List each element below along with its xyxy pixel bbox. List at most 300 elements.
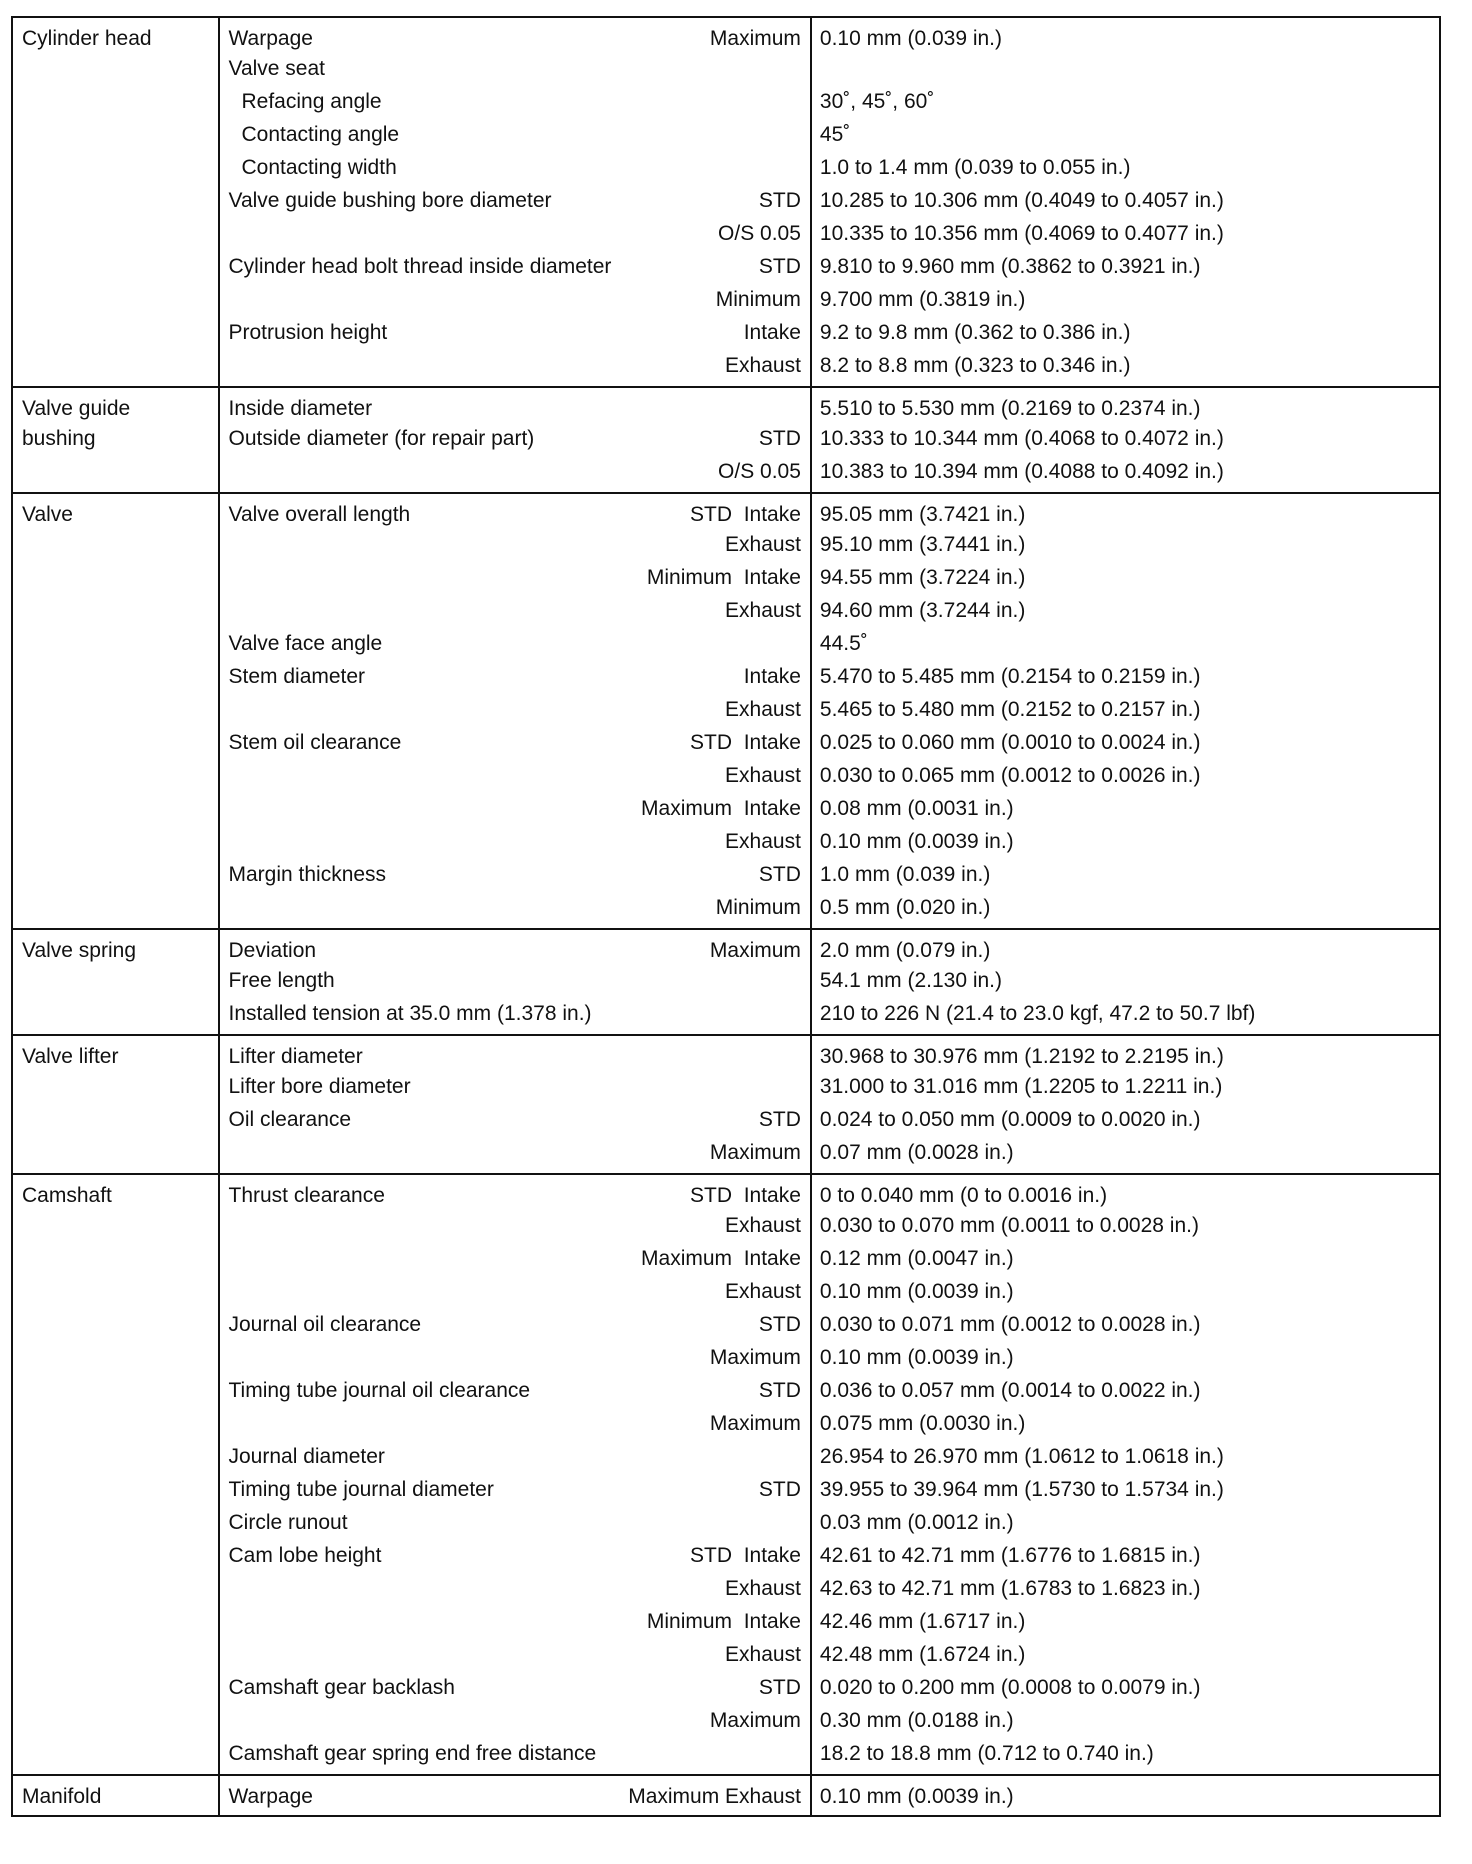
item-cell — [219, 90, 811, 123]
item-label: Installed tension at 35.0 mm (1.378 in.) — [228, 1002, 592, 1025]
item-cell — [219, 1379, 811, 1412]
item-qualifier: Maximum — [709, 1709, 801, 1732]
spec-value: 9.810 to 9.960 mm (0.3862 to 0.3921 in.) — [819, 255, 1201, 278]
table-row — [12, 1775, 1440, 1816]
item-qualifier: STD — [758, 427, 801, 450]
component-cell — [12, 1141, 219, 1174]
component-cell — [12, 533, 219, 566]
spec-value: 2.0 mm (0.079 in.) — [819, 939, 991, 962]
component-cell — [12, 1676, 219, 1709]
spec-value: 0.10 mm (0.039 in.) — [819, 27, 1003, 50]
item-cell — [219, 427, 811, 460]
item-cell — [219, 1346, 811, 1379]
spec-value: 42.48 mm (1.6724 in.) — [819, 1643, 1026, 1666]
item-qualifier: Exhaust — [725, 354, 801, 377]
table-row — [12, 1346, 1440, 1379]
component-cell — [12, 1313, 219, 1346]
item-qualifier: Exhaust — [725, 599, 801, 622]
item-cell — [219, 1478, 811, 1511]
table-row — [12, 1174, 1440, 1214]
spec-value: 1.0 mm (0.039 in.) — [819, 863, 991, 886]
item-qualifier: Minimum Intake — [646, 566, 801, 589]
table-row — [12, 764, 1440, 797]
item-cell — [219, 354, 811, 387]
table-row — [12, 533, 1440, 566]
spec-table — [11, 16, 1441, 1817]
spec-value: 0.10 mm (0.0039 in.) — [819, 1280, 1014, 1303]
spec-value: 42.61 to 42.71 mm (1.6776 to 1.6815 in.) — [819, 1544, 1201, 1567]
spec-value: 9.700 mm (0.3819 in.) — [819, 288, 1026, 311]
value-cell — [811, 1280, 1440, 1313]
component-cell — [12, 830, 219, 863]
item-cell — [219, 797, 811, 830]
component-cell — [12, 896, 219, 929]
table-row — [12, 189, 1440, 222]
component-cell — [12, 460, 219, 493]
item-cell — [219, 460, 811, 493]
spec-value: 94.55 mm (3.7224 in.) — [819, 566, 1026, 589]
item-cell — [219, 255, 811, 288]
item-label: Journal oil clearance — [228, 1313, 422, 1336]
item-cell — [219, 1544, 811, 1577]
component-cell — [12, 354, 219, 387]
item-label: Free length — [228, 969, 335, 992]
table-row — [12, 387, 1440, 427]
spec-value: 10.335 to 10.356 mm (0.4069 to 0.4077 in.) — [819, 222, 1224, 245]
spec-value: 30˚, 45˚, 60˚ — [819, 90, 935, 113]
component-cell — [12, 493, 219, 533]
spec-value: 8.2 to 8.8 mm (0.323 to 0.346 in.) — [819, 354, 1131, 377]
item-qualifier: STD — [758, 1313, 801, 1336]
item-qualifier: Exhaust — [725, 830, 801, 853]
item-cell — [219, 1214, 811, 1247]
item-cell — [219, 1676, 811, 1709]
spec-value: 0.036 to 0.057 mm (0.0014 to 0.0022 in.) — [819, 1379, 1201, 1402]
value-cell — [811, 1742, 1440, 1775]
value-cell — [811, 1379, 1440, 1412]
table-row — [12, 896, 1440, 929]
item-cell — [219, 1709, 811, 1742]
spec-value: 9.2 to 9.8 mm (0.362 to 0.386 in.) — [819, 321, 1131, 344]
item-label: Journal diameter — [228, 1445, 385, 1468]
item-cell — [219, 929, 811, 969]
item-cell — [219, 1002, 811, 1035]
component-cell — [12, 288, 219, 321]
item-qualifier: Exhaust — [725, 533, 801, 556]
item-label: Circle runout — [228, 1511, 348, 1534]
component-cell — [12, 731, 219, 764]
value-cell — [811, 969, 1440, 1002]
table-row — [12, 1108, 1440, 1141]
value-cell — [811, 764, 1440, 797]
spec-value: 1.0 to 1.4 mm (0.039 to 0.055 in.) — [819, 156, 1131, 179]
spec-value: 5.465 to 5.480 mm (0.2152 to 0.2157 in.) — [819, 698, 1201, 721]
spec-value: 0.07 mm (0.0028 in.) — [819, 1141, 1014, 1164]
item-qualifier: Intake — [743, 321, 801, 344]
item-cell — [219, 387, 811, 427]
spec-value: 44.5˚ — [819, 632, 868, 655]
table-row — [12, 354, 1440, 387]
value-cell — [811, 288, 1440, 321]
item-qualifier: Maximum — [709, 1346, 801, 1369]
component-cell — [12, 1247, 219, 1280]
value-cell — [811, 1676, 1440, 1709]
table-row — [12, 1610, 1440, 1643]
spec-value: 0.020 to 0.200 mm (0.0008 to 0.0079 in.) — [819, 1676, 1201, 1699]
component-cell — [12, 1280, 219, 1313]
component-cell — [12, 189, 219, 222]
item-qualifier: STD — [758, 189, 801, 212]
item-cell — [219, 493, 811, 533]
component-name: Valve spring — [22, 939, 137, 962]
table-row — [12, 1280, 1440, 1313]
component-name: Valve guide — [22, 397, 131, 420]
item-qualifier: STD — [758, 863, 801, 886]
component-cell — [12, 1075, 219, 1108]
value-cell — [811, 1214, 1440, 1247]
table-row — [12, 863, 1440, 896]
component-cell — [12, 90, 219, 123]
spec-value: 42.46 mm (1.6717 in.) — [819, 1610, 1026, 1633]
component-cell — [12, 969, 219, 1002]
spec-value: 0.025 to 0.060 mm (0.0010 to 0.0024 in.) — [819, 731, 1201, 754]
item-qualifier: STD Intake — [690, 503, 801, 526]
item-cell — [219, 1577, 811, 1610]
item-cell — [219, 1313, 811, 1346]
item-label: Margin thickness — [228, 863, 387, 886]
component-cell — [12, 156, 219, 189]
component-cell — [12, 222, 219, 255]
item-qualifier: STD Intake — [690, 1184, 801, 1207]
item-cell — [219, 321, 811, 354]
component-name-continued: bushing — [22, 427, 96, 450]
table-row — [12, 123, 1440, 156]
item-qualifier: Maximum — [709, 939, 801, 962]
table-row — [12, 460, 1440, 493]
item-cell — [219, 731, 811, 764]
table-row — [12, 1709, 1440, 1742]
table-row — [12, 1075, 1440, 1108]
item-label: Lifter diameter — [228, 1045, 363, 1068]
value-cell — [811, 427, 1440, 460]
component-cell — [12, 17, 219, 57]
value-cell — [811, 896, 1440, 929]
spec-value: 10.383 to 10.394 mm (0.4088 to 0.4092 in.) — [819, 460, 1224, 483]
table-row — [12, 156, 1440, 189]
table-row — [12, 698, 1440, 731]
table-row — [12, 427, 1440, 460]
component-cell — [12, 1412, 219, 1445]
value-cell — [811, 1544, 1440, 1577]
value-cell — [811, 632, 1440, 665]
table-row — [12, 830, 1440, 863]
item-cell — [219, 1174, 811, 1214]
value-cell — [811, 354, 1440, 387]
item-qualifier: Exhaust — [725, 1643, 801, 1666]
item-label: Valve seat — [228, 57, 325, 80]
spec-table-body — [12, 17, 1440, 1816]
table-row — [12, 57, 1440, 90]
value-cell — [811, 460, 1440, 493]
spec-value: 31.000 to 31.016 mm (1.2205 to 1.2211 in.) — [819, 1075, 1223, 1098]
value-cell — [811, 1002, 1440, 1035]
item-label: Refacing angle — [241, 90, 382, 113]
item-qualifier: Exhaust — [725, 698, 801, 721]
component-cell — [12, 123, 219, 156]
value-cell — [811, 1346, 1440, 1379]
item-cell — [219, 533, 811, 566]
item-cell — [219, 222, 811, 255]
spec-value: 0.08 mm (0.0031 in.) — [819, 797, 1014, 820]
item-label: Valve face angle — [228, 632, 383, 655]
table-row — [12, 1676, 1440, 1709]
value-cell — [811, 599, 1440, 632]
component-cell — [12, 764, 219, 797]
item-cell — [219, 288, 811, 321]
spec-value: 0.024 to 0.050 mm (0.0009 to 0.0020 in.) — [819, 1108, 1201, 1131]
component-cell — [12, 1610, 219, 1643]
item-cell — [219, 1445, 811, 1478]
spec-value: 210 to 226 N (21.4 to 23.0 kgf, 47.2 to 50.7 lbf) — [819, 1002, 1256, 1025]
component-cell — [12, 863, 219, 896]
table-row — [12, 493, 1440, 533]
table-row — [12, 90, 1440, 123]
component-name: Valve — [22, 503, 73, 526]
spec-value: 0 to 0.040 mm (0 to 0.0016 in.) — [819, 1184, 1108, 1207]
value-cell — [811, 1174, 1440, 1214]
value-cell — [811, 1709, 1440, 1742]
component-cell — [12, 1379, 219, 1412]
item-label: Stem oil clearance — [228, 731, 402, 754]
value-cell — [811, 493, 1440, 533]
item-cell — [219, 189, 811, 222]
component-name: Valve lifter — [22, 1045, 119, 1068]
table-row — [12, 1247, 1440, 1280]
table-row — [12, 321, 1440, 354]
item-cell — [219, 1775, 811, 1816]
item-cell — [219, 665, 811, 698]
component-cell — [12, 1174, 219, 1214]
value-cell — [811, 156, 1440, 189]
item-qualifier: STD — [758, 1676, 801, 1699]
item-label: Contacting angle — [241, 123, 400, 146]
value-cell — [811, 533, 1440, 566]
component-cell — [12, 1775, 219, 1816]
component-cell — [12, 1511, 219, 1544]
component-cell — [12, 566, 219, 599]
spec-value: 39.955 to 39.964 mm (1.5730 to 1.5734 in.) — [819, 1478, 1224, 1501]
component-cell — [12, 1709, 219, 1742]
component-cell — [12, 1478, 219, 1511]
component-cell — [12, 1346, 219, 1379]
item-cell — [219, 1247, 811, 1280]
value-cell — [811, 1610, 1440, 1643]
table-row — [12, 797, 1440, 830]
item-label: Timing tube journal diameter — [228, 1478, 494, 1501]
table-row — [12, 632, 1440, 665]
value-cell — [811, 731, 1440, 764]
spec-value: 26.954 to 26.970 mm (1.0612 to 1.0618 in.) — [819, 1445, 1224, 1468]
component-cell — [12, 1742, 219, 1775]
spec-value: 0.10 mm (0.0039 in.) — [819, 1346, 1014, 1369]
item-label: Deviation — [228, 939, 317, 962]
component-cell — [12, 1643, 219, 1676]
spec-value: 5.470 to 5.485 mm (0.2154 to 0.2159 in.) — [819, 665, 1201, 688]
item-qualifier: Minimum — [715, 896, 801, 919]
table-row — [12, 1002, 1440, 1035]
value-cell — [811, 255, 1440, 288]
spec-value: 95.05 mm (3.7421 in.) — [819, 503, 1026, 526]
spec-value: 0.030 to 0.071 mm (0.0012 to 0.0028 in.) — [819, 1313, 1201, 1336]
table-row — [12, 1313, 1440, 1346]
table-row — [12, 222, 1440, 255]
spec-value: 95.10 mm (3.7441 in.) — [819, 533, 1026, 556]
value-cell — [811, 1075, 1440, 1108]
spec-value: 0.30 mm (0.0188 in.) — [819, 1709, 1014, 1732]
component-cell — [12, 1577, 219, 1610]
table-row — [12, 1035, 1440, 1075]
component-cell — [12, 387, 219, 427]
spec-value: 30.968 to 30.976 mm (1.2192 to 2.2195 in.) — [819, 1045, 1224, 1068]
value-cell — [811, 863, 1440, 896]
item-qualifier: STD — [758, 1108, 801, 1131]
table-row — [12, 1445, 1440, 1478]
item-cell — [219, 896, 811, 929]
value-cell — [811, 698, 1440, 731]
spec-value: 42.63 to 42.71 mm (1.6783 to 1.6823 in.) — [819, 1577, 1201, 1600]
table-row — [12, 255, 1440, 288]
spec-value: 10.333 to 10.344 mm (0.4068 to 0.4072 in.) — [819, 427, 1224, 450]
item-cell — [219, 1412, 811, 1445]
item-cell — [219, 764, 811, 797]
item-qualifier: STD Intake — [690, 1544, 801, 1567]
item-cell — [219, 1108, 811, 1141]
item-cell — [219, 17, 811, 57]
value-cell — [811, 387, 1440, 427]
table-row — [12, 665, 1440, 698]
item-cell — [219, 1511, 811, 1544]
value-cell — [811, 57, 1440, 90]
item-label: Valve overall length — [228, 503, 411, 526]
component-name: Manifold — [22, 1785, 102, 1808]
item-qualifier: Maximum — [709, 1412, 801, 1435]
item-label: Protrusion height — [228, 321, 388, 344]
component-cell — [12, 929, 219, 969]
item-qualifier: Exhaust — [725, 1214, 801, 1237]
item-qualifier: Maximum Intake — [641, 1247, 801, 1270]
component-cell — [12, 1214, 219, 1247]
value-cell — [811, 665, 1440, 698]
item-label: Lifter bore diameter — [228, 1075, 411, 1098]
item-cell — [219, 1643, 811, 1676]
component-cell — [12, 1544, 219, 1577]
value-cell — [811, 17, 1440, 57]
spec-value: 0.03 mm (0.0012 in.) — [819, 1511, 1014, 1534]
component-cell — [12, 632, 219, 665]
component-cell — [12, 1035, 219, 1075]
value-cell — [811, 123, 1440, 156]
value-cell — [811, 90, 1440, 123]
value-cell — [811, 1577, 1440, 1610]
value-cell — [811, 929, 1440, 969]
item-label: Stem diameter — [228, 665, 366, 688]
item-cell — [219, 1075, 811, 1108]
table-row — [12, 1742, 1440, 1775]
item-qualifier: Maximum — [709, 27, 801, 50]
item-cell — [219, 632, 811, 665]
table-row — [12, 969, 1440, 1002]
spec-value: 54.1 mm (2.130 in.) — [819, 969, 1003, 992]
item-qualifier: STD — [758, 1379, 801, 1402]
item-qualifier: Minimum Intake — [646, 1610, 801, 1633]
item-label: Warpage — [228, 1785, 313, 1808]
value-cell — [811, 1108, 1440, 1141]
item-label: Thrust clearance — [228, 1184, 385, 1207]
table-row — [12, 1511, 1440, 1544]
value-cell — [811, 222, 1440, 255]
table-row — [12, 1544, 1440, 1577]
value-cell — [811, 797, 1440, 830]
spec-value: 0.12 mm (0.0047 in.) — [819, 1247, 1014, 1270]
component-name: Cylinder head — [22, 27, 152, 50]
component-cell — [12, 698, 219, 731]
item-label: Oil clearance — [228, 1108, 352, 1131]
item-label: Outside diameter (for repair part) — [228, 427, 535, 450]
value-cell — [811, 1412, 1440, 1445]
value-cell — [811, 830, 1440, 863]
component-cell — [12, 665, 219, 698]
component-cell — [12, 797, 219, 830]
table-row — [12, 288, 1440, 321]
table-row — [12, 1379, 1440, 1412]
component-cell — [12, 321, 219, 354]
item-qualifier: Exhaust — [725, 1280, 801, 1303]
component-cell — [12, 1108, 219, 1141]
table-row — [12, 1412, 1440, 1445]
item-label: Camshaft gear spring end free distance — [228, 1742, 597, 1765]
value-cell — [811, 1445, 1440, 1478]
table-row — [12, 1478, 1440, 1511]
table-row — [12, 1214, 1440, 1247]
spec-value: 5.510 to 5.530 mm (0.2169 to 0.2374 in.) — [819, 397, 1201, 420]
item-qualifier: Maximum — [709, 1141, 801, 1164]
item-cell — [219, 1610, 811, 1643]
item-qualifier: O/S 0.05 — [718, 460, 801, 483]
item-qualifier: Intake — [743, 665, 801, 688]
item-label: Contacting width — [241, 156, 397, 179]
item-qualifier: Minimum — [715, 288, 801, 311]
spec-value: 94.60 mm (3.7244 in.) — [819, 599, 1026, 622]
value-cell — [811, 321, 1440, 354]
spec-value: 10.285 to 10.306 mm (0.4049 to 0.4057 in.) — [819, 189, 1224, 212]
item-cell — [219, 969, 811, 1002]
table-row — [12, 1577, 1440, 1610]
component-cell — [12, 1002, 219, 1035]
item-label: Warpage — [228, 27, 313, 50]
value-cell — [811, 1141, 1440, 1174]
component-cell — [12, 427, 219, 460]
item-cell — [219, 1035, 811, 1075]
value-cell — [811, 1247, 1440, 1280]
spec-value: 0.075 mm (0.0030 in.) — [819, 1412, 1026, 1435]
component-cell — [12, 255, 219, 288]
table-row — [12, 929, 1440, 969]
spec-value: 0.10 mm (0.0039 in.) — [819, 830, 1014, 853]
value-cell — [811, 1775, 1440, 1816]
item-label: Cam lobe height — [228, 1544, 382, 1567]
item-qualifier: Exhaust — [725, 1577, 801, 1600]
item-qualifier: O/S 0.05 — [718, 222, 801, 245]
